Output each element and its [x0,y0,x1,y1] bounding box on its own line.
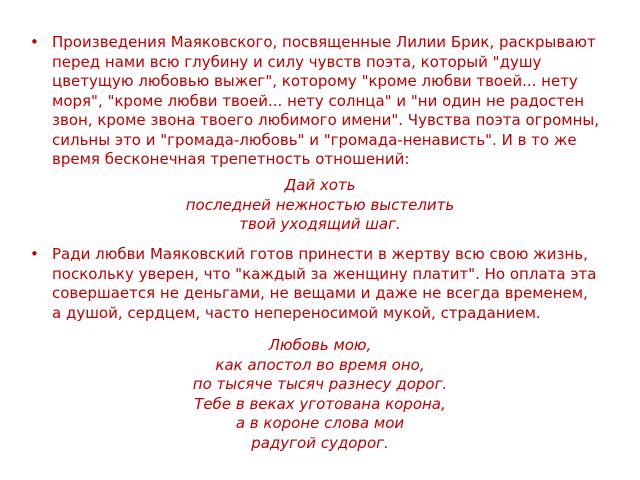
bullet-marker: • [30,33,39,51]
bullet-text: Произведения Маяковского, посвященные Лилии Брик, раскрывают перед нами всю глубину и силу чувств поэта, который "душу цветущую любовью выжег", которому "кроме любви твоей... нету моря", "кроме любви твоей... нету солнца" и "ни один не радостен звон, кроме звона твоего любимого имени". Чувства поэта огромны, сильны это и "громада-любовь" и "громада-ненависть". И в то же время бесконечная трепетность отношений: [52,33,599,168]
bullet-text: Ради любви Маяковский готов принести в жертву всю свою жизнь, поскольку уверен, что "каждый за женщину платит". Но оплата эта совершается не деньгами, не вещами и даже не всегда временем, а душой, сердцем, часто непереносимой мукой, страданием. [52,245,597,322]
poem-line: по тысяче тысяч разнесу дорог. [192,375,448,393]
bullet-paragraph-1 [30,33,600,170]
poem-line: радугой судорог. [251,433,389,452]
poem-line: Дай хоть [284,176,356,194]
poem-quote-2 [0,336,640,453]
poem-line: как апостол во время оно, [215,355,425,374]
poem-line: Тебе в веках уготована корона, [194,394,446,413]
poem-line: а в короне слова мои [235,414,405,432]
poem-line: последней нежностью выстелить [185,195,455,214]
poem-line: твой уходящий шаг. [239,215,401,233]
poem-line: Любовь мою, [268,336,372,354]
bullet-marker: • [30,245,39,263]
bullet-paragraph-2 [30,245,600,323]
poem-quote-1 [0,176,640,235]
